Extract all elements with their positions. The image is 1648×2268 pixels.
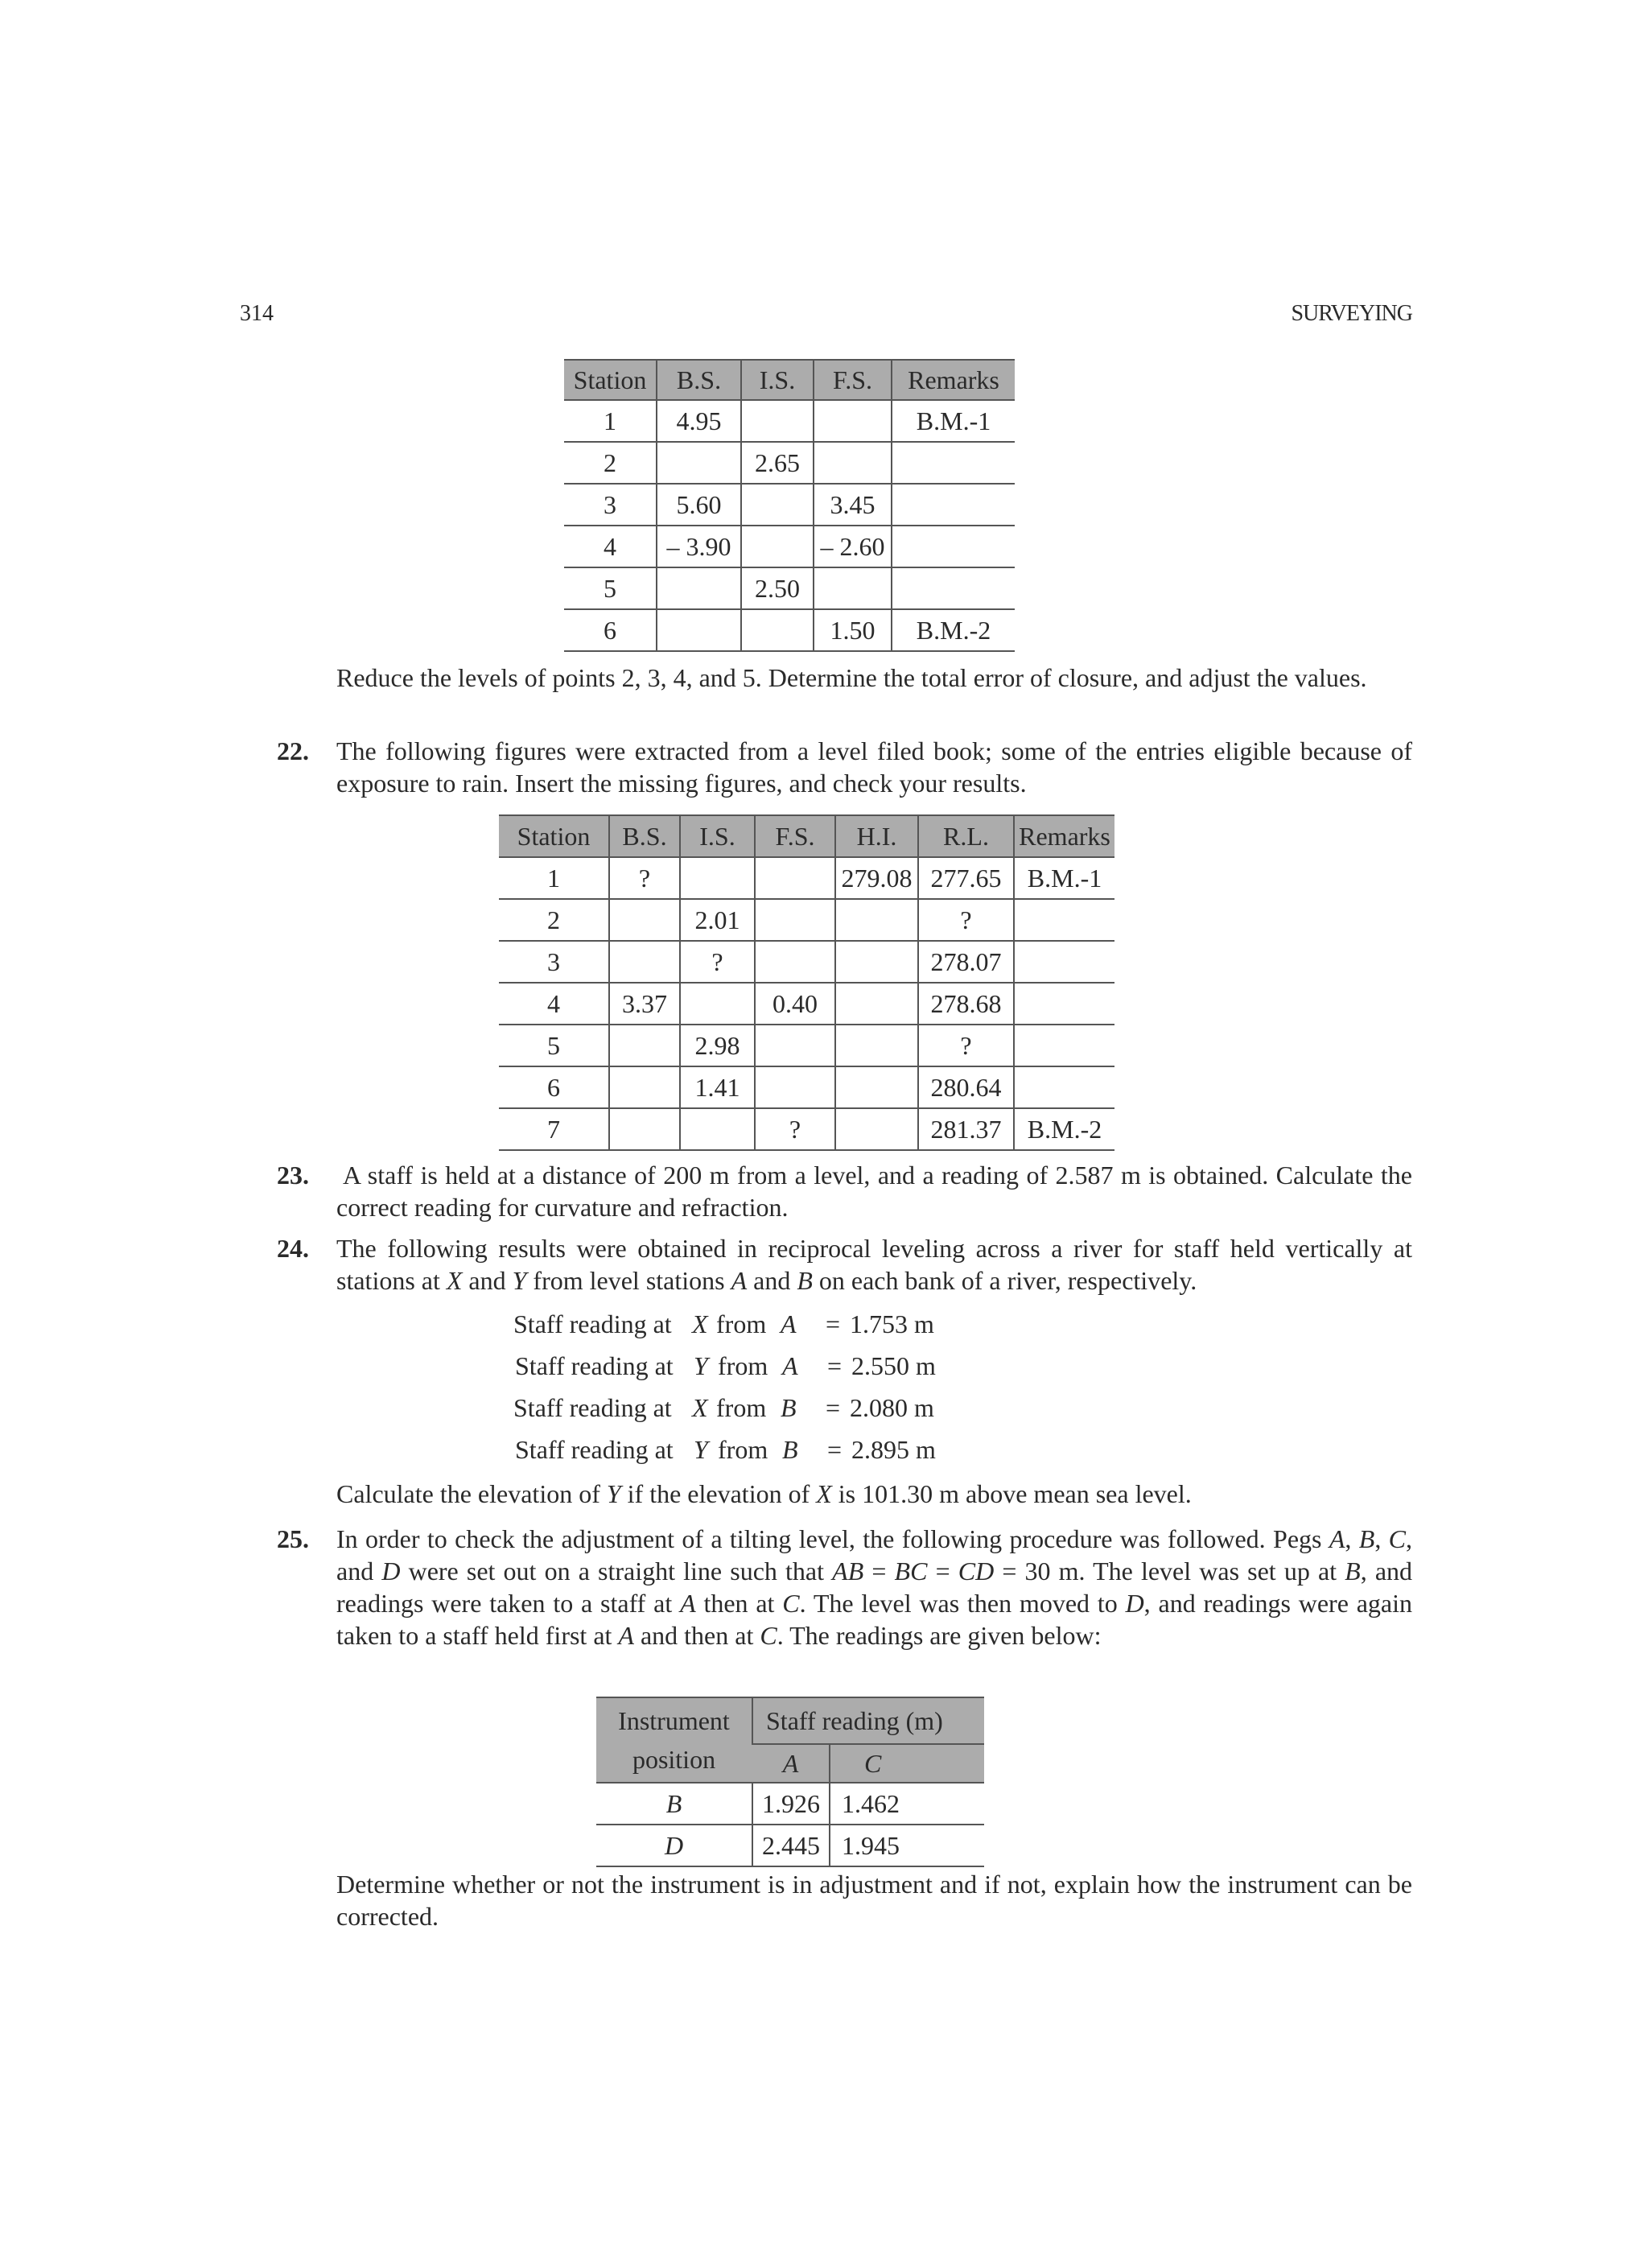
table-row (499, 941, 1114, 983)
table-row (564, 484, 1015, 526)
staff-reading-row (515, 1433, 956, 1466)
q25-s7: , and readings were again taken to a staff held first at (336, 1589, 1413, 1650)
table-cell (755, 1066, 835, 1108)
q24-x: X (446, 1266, 463, 1295)
table-cell: 277.65 (918, 857, 1014, 899)
table-row (499, 1108, 1114, 1150)
table-cell (680, 857, 755, 899)
q24-closing-a: Calculate the elevation of (336, 1479, 607, 1508)
table-cell: 2 (499, 899, 609, 941)
staff-reading-row (513, 1308, 954, 1340)
q25-bc: BC (894, 1557, 928, 1586)
table-cell (741, 400, 814, 442)
staff-reading-header: Staff reading (m) (752, 1697, 984, 1744)
table-cell: 1.41 (680, 1066, 755, 1108)
table-cell (755, 1025, 835, 1066)
table-cell (680, 1108, 755, 1150)
q25-s1: In order to check the adjustment of a tilting level, the following procedure was followed. Pegs (336, 1524, 1329, 1553)
q25-d: D (1125, 1589, 1144, 1618)
reading-value: 2.550 m (851, 1351, 936, 1380)
table-cell: 279.08 (835, 857, 918, 899)
table-cell: 2.01 (680, 899, 755, 941)
table-cell (741, 609, 814, 651)
table-cell: 4 (564, 526, 657, 567)
table-cell (657, 567, 741, 609)
table-cell (892, 526, 1015, 567)
table-row (564, 442, 1015, 484)
table-cell: 3.45 (814, 484, 892, 526)
table-row (499, 1025, 1114, 1066)
running-head: SURVEYING (1291, 301, 1412, 326)
reading-point: Y (694, 1351, 708, 1380)
reading-from: from (718, 1351, 768, 1380)
q24-text-e: on each bank of a river, respectively. (812, 1266, 1197, 1295)
q24-closing-b: if the elevation of (620, 1479, 817, 1508)
table-cell: 1.462 (830, 1783, 984, 1825)
reading-value: 2.080 m (850, 1393, 934, 1422)
table-cell (814, 567, 892, 609)
reading-label: Staff reading at (513, 1393, 672, 1422)
column-header: Station (499, 815, 609, 857)
q24-a: A (731, 1266, 748, 1295)
q24-text-c: from level stations (526, 1266, 731, 1295)
table-row (596, 1825, 984, 1866)
table-cell (1014, 1066, 1114, 1108)
table-cell (609, 1108, 680, 1150)
table-cell: 7 (499, 1108, 609, 1150)
q25-c: C (760, 1621, 777, 1650)
q22-text: The following figures were extracted from a level filed book; some of the entries eligible because of exposure to rain. Insert the missing figures, and check your results. (336, 736, 1412, 798)
table-cell (892, 484, 1015, 526)
table-row (499, 983, 1114, 1025)
q25-comma: , (1345, 1524, 1359, 1553)
reading-label: Staff reading at (513, 1309, 672, 1338)
table-cell (835, 941, 918, 983)
q25-b: B (1345, 1557, 1361, 1586)
q24-closing-y: Y (606, 1479, 621, 1508)
table-row (564, 526, 1015, 567)
table-cell: D (596, 1825, 752, 1866)
q25-s9: . The readings are given below: (777, 1621, 1102, 1650)
q25-text (336, 1523, 1412, 1652)
q24-closing-x: X (816, 1479, 832, 1508)
q25-closing: Determine whether or not the instrument is in adjustment and if not, explain how the instrument can be corrected. (336, 1870, 1412, 1931)
table-cell: 4.95 (657, 400, 741, 442)
q21-instruction: Reduce the levels of points 2, 3, 4, and 5. Determine the total error of closure, and adjust the values. (336, 663, 1367, 692)
table-cell: 3 (564, 484, 657, 526)
col-c-header: C (830, 1744, 984, 1783)
column-header: Remarks (892, 360, 1015, 400)
table-cell: 5 (564, 567, 657, 609)
table-cell: B.M.-1 (892, 400, 1015, 442)
q25-s6: . The level was then moved to (799, 1589, 1126, 1618)
table-cell: ? (680, 941, 755, 983)
column-header: B.S. (609, 815, 680, 857)
table-cell: 1.926 (752, 1783, 830, 1825)
table-cell (755, 857, 835, 899)
table-cell (835, 1066, 918, 1108)
q25-ab: AB (832, 1557, 864, 1586)
table-cell: ? (755, 1108, 835, 1150)
table-cell: 5 (499, 1025, 609, 1066)
table-cell: – 2.60 (814, 526, 892, 567)
reading-station: B (782, 1435, 798, 1464)
q25-a: A (618, 1621, 634, 1650)
reading-equals: = (826, 1351, 843, 1380)
reading-station: A (782, 1351, 798, 1380)
column-header: Remarks (1014, 815, 1114, 857)
q25-cd: CD (958, 1557, 995, 1586)
table-cell: 278.07 (918, 941, 1014, 983)
reading-point: Y (694, 1435, 708, 1464)
reading-value: 2.895 m (851, 1435, 936, 1464)
table-cell: B.M.-2 (892, 609, 1015, 651)
q24-b: B (797, 1266, 813, 1295)
table-cell: 4 (499, 983, 609, 1025)
column-header: F.S. (814, 360, 892, 400)
table-cell (1014, 1025, 1114, 1066)
table-cell (741, 526, 814, 567)
q22-number: 22. (277, 736, 309, 765)
leveling-table-1 (564, 359, 1015, 652)
table-row (499, 1066, 1114, 1108)
col-a-header: A (752, 1744, 830, 1783)
table-cell: 3 (499, 941, 609, 983)
table-row (596, 1783, 984, 1825)
q25-a: A (680, 1589, 696, 1618)
reading-station: B (781, 1393, 797, 1422)
reading-equals: = (826, 1435, 843, 1464)
table-cell: 2.65 (741, 442, 814, 484)
table-cell (814, 400, 892, 442)
staff-reading-table (596, 1697, 984, 1867)
table-cell (609, 941, 680, 983)
table-cell (835, 1108, 918, 1150)
table-cell: B (596, 1783, 752, 1825)
column-header: Station (564, 360, 657, 400)
reading-from: from (718, 1435, 768, 1464)
table-cell (609, 899, 680, 941)
column-header: I.S. (680, 815, 755, 857)
table-cell (814, 442, 892, 484)
table-row (499, 857, 1114, 899)
table-row (564, 567, 1015, 609)
q25-s8: and then at (633, 1621, 760, 1650)
table-cell (657, 609, 741, 651)
table-cell (1014, 983, 1114, 1025)
q23-number: 23. (277, 1161, 309, 1190)
table-row (564, 609, 1015, 651)
q24-closing-c: is 101.30 m above mean sea level. (831, 1479, 1192, 1508)
reading-from: from (716, 1393, 767, 1422)
table-cell: 280.64 (918, 1066, 1014, 1108)
table-cell (755, 899, 835, 941)
q24-number: 24. (277, 1234, 309, 1263)
table-cell: 6 (499, 1066, 609, 1108)
reading-value: 1.753 m (850, 1309, 934, 1338)
table-cell: 1.945 (830, 1825, 984, 1866)
instrument-position-header: Instrument position (596, 1697, 752, 1783)
table-row (499, 899, 1114, 941)
staff-reading-row (515, 1350, 956, 1382)
reading-point: X (692, 1393, 708, 1422)
q25-s3: = 30 m. The level was set up at (994, 1557, 1345, 1586)
staff-reading-row (513, 1392, 954, 1424)
column-header: R.L. (918, 815, 1014, 857)
table-cell: 2.445 (752, 1825, 830, 1866)
table-cell: 2 (564, 442, 657, 484)
reading-station: A (781, 1309, 797, 1338)
q24-text (336, 1232, 1412, 1297)
table-cell (680, 983, 755, 1025)
table-cell (755, 941, 835, 983)
table-cell: 0.40 (755, 983, 835, 1025)
table-cell (609, 1066, 680, 1108)
table-cell: B.M.-2 (1014, 1108, 1114, 1150)
table-cell: 2.50 (741, 567, 814, 609)
table-cell: 1 (564, 400, 657, 442)
table-cell: B.M.-1 (1014, 857, 1114, 899)
column-header: B.S. (657, 360, 741, 400)
table-cell: 2.98 (680, 1025, 755, 1066)
q25-and: , and (336, 1524, 1413, 1586)
q25-a: A (1329, 1524, 1345, 1553)
page-number: 314 (240, 301, 274, 326)
column-header: H.I. (835, 815, 918, 857)
q25-c: C (782, 1589, 800, 1618)
table-cell: 6 (564, 609, 657, 651)
table-cell (1014, 899, 1114, 941)
q24-text-d: and (747, 1266, 797, 1295)
q24-text-b: and (462, 1266, 513, 1295)
q25-d: D (381, 1557, 401, 1586)
q25-eq: = (863, 1557, 895, 1586)
q25-number: 25. (277, 1524, 309, 1553)
table-cell: 281.37 (918, 1108, 1014, 1150)
table-cell (892, 442, 1015, 484)
q24-closing (336, 1478, 1412, 1510)
q25-c: C (1388, 1524, 1407, 1553)
reading-equals: = (825, 1393, 841, 1422)
q25-comma: , (1374, 1524, 1389, 1553)
q24-text-a: The following results were obtained in reciprocal leveling across a river for staff held vertically at stations at (336, 1234, 1412, 1295)
table-cell: 5.60 (657, 484, 741, 526)
table-cell: 3.37 (609, 983, 680, 1025)
reading-equals: = (825, 1309, 841, 1338)
q25-b: B (1358, 1524, 1375, 1553)
q23-text: A staff is held at a distance of 200 m from a level, and a reading of 2.587 m is obtained. Calculate the correct reading for curvature and refraction. (336, 1161, 1412, 1222)
table-cell (835, 1025, 918, 1066)
table-cell (892, 567, 1015, 609)
table-cell: ? (918, 1025, 1014, 1066)
table-cell: 1.50 (814, 609, 892, 651)
table-cell (835, 983, 918, 1025)
table-cell: 1 (499, 857, 609, 899)
q24-y: Y (512, 1266, 527, 1295)
reading-point: X (692, 1309, 708, 1338)
table-cell: ? (609, 857, 680, 899)
table-cell: 278.68 (918, 983, 1014, 1025)
table-cell (835, 899, 918, 941)
reading-label: Staff reading at (515, 1351, 674, 1380)
table-row (564, 400, 1015, 442)
reading-label: Staff reading at (515, 1435, 674, 1464)
q25-eq: = (927, 1557, 958, 1586)
column-header: I.S. (741, 360, 814, 400)
level-field-book-table (499, 814, 1114, 1151)
table-cell: – 3.90 (657, 526, 741, 567)
reading-from: from (716, 1309, 767, 1338)
q25-s5: then at (695, 1589, 783, 1618)
table-cell (609, 1025, 680, 1066)
q25-s2: were set out on a straight line such that (400, 1557, 833, 1586)
q25-s4: , and readings were taken to a staff at (336, 1557, 1413, 1618)
column-header: F.S. (755, 815, 835, 857)
table-cell: ? (918, 899, 1014, 941)
table-cell (1014, 941, 1114, 983)
table-cell (741, 484, 814, 526)
table-cell (657, 442, 741, 484)
